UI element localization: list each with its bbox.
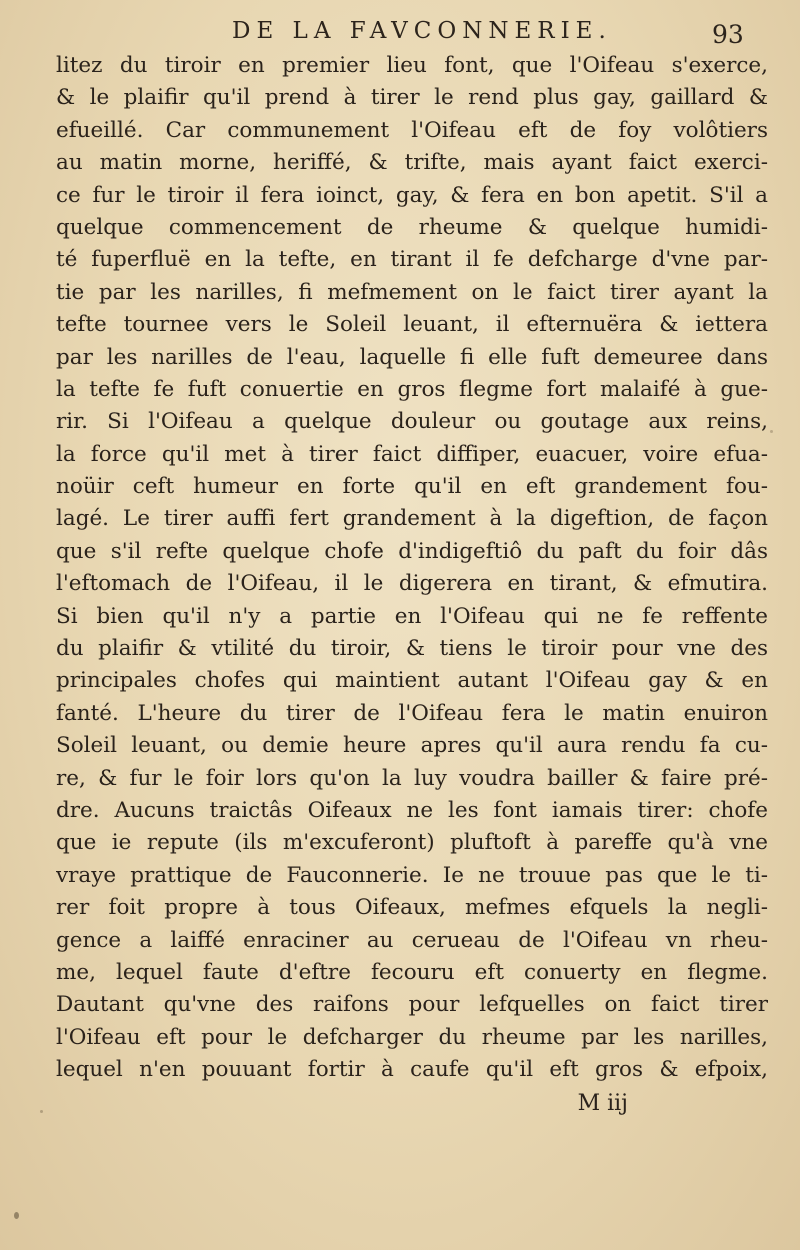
text-line: litez du tiroir en premier lieu font, que l'Oifeau s'exerce, — [56, 53, 768, 78]
text-line: l'eftomach de l'Oifeau, il le digerera en tirant, & efmutira. — [56, 571, 768, 597]
text-line: noüir ceft humeur en forte qu'il en eft grandement fou- — [56, 474, 768, 500]
text-line: principales chofes qui maintient autant l'Oifeau gay & en — [56, 668, 768, 694]
text-line: me, lequel faute d'eftre fecouru eft conuerty en flegme. — [56, 959, 768, 985]
paper-speck — [40, 1110, 43, 1113]
paper-speck — [14, 1212, 19, 1219]
text-line: dre. Aucuns traictâs Oifeaux ne les font iamais tirer: chofe — [56, 797, 768, 823]
signature-mark: M iij — [577, 1090, 628, 1116]
text-line: l'Oifeau eft pour le defcharger du rheume par les narilles, — [56, 1024, 768, 1050]
text-line: vraye prattique de Fauconnerie. Ie ne trouue pas que le ti- — [56, 862, 768, 888]
text-line: que ie repute (ils m'excuferont) pluftoft à pareffe qu'à vne — [56, 830, 768, 856]
text-line: que s'il refte quelque chofe d'indigeftiô du paft du foir dâs — [56, 538, 768, 564]
text-line: rer foit propre à tous Oifeaux, mefmes efquels la negli- — [56, 895, 768, 921]
text-line: la tefte fe fuft conuertie en gros flegme fort malaifé à gue- — [56, 376, 768, 402]
text-line: fanté. L'heure du tirer de l'Oifeau fera le matin enuiron — [56, 700, 768, 726]
text-line: tie par les narilles, fi mefmement on le faict tirer ayant la — [56, 279, 768, 305]
text-line: & le plaifir qu'il prend à tirer le rend plus gay, gaillard & — [56, 85, 768, 111]
text-line: efueillé. Car communement l'Oifeau eft de foy volôtiers — [56, 117, 768, 143]
page-number: 93 — [712, 20, 744, 49]
text-line: au matin morne, heriffé, & trifte, mais ayant faict exerci- — [56, 150, 768, 176]
paper-speck — [770, 430, 773, 433]
text-line: ce fur le tiroir il fera ioinct, gay, & fera en bon apetit. S'il a — [56, 182, 768, 208]
text-line: lagé. Le tirer auffi fert grandement à la digeftion, de façon — [56, 506, 768, 532]
text-line: Si bien qu'il n'y a partie en l'Oifeau qui ne fe reffente — [56, 603, 768, 629]
text-line: lequel n'en pouuant fortir à caufe qu'il eft gros & efpoix, — [56, 1057, 768, 1083]
text-line: du plaifir & vtilité du tiroir, & tiens le tiroir pour vne des — [56, 636, 768, 662]
text-line: Dautant qu'vne des raifons pour lefquelles on faict tirer — [56, 992, 768, 1018]
text-line: quelque commencement de rheume & quelque humidi- — [56, 214, 768, 240]
text-line: té fuperfluë en la tefte, en tirant il fe defcharge d'vne par- — [56, 247, 768, 273]
text-line: gence a laiffé enraciner au cerueau de l'Oifeau vn rheu- — [56, 927, 768, 953]
text-line: par les narilles de l'eau, laquelle fi elle fuft demeuree dans — [56, 344, 768, 370]
running-title: DE LA FAVCONNERIE. — [232, 18, 612, 44]
text-line: tefte tournee vers le Soleil leuant, il efternuëra & iettera — [56, 312, 768, 338]
running-head — [0, 14, 800, 48]
text-line: Soleil leuant, ou demie heure apres qu'il aura rendu fa cu- — [56, 733, 768, 759]
body-text — [56, 50, 768, 1121]
text-line: re, & fur le foir lors qu'on la luy voudra bailler & faire pré- — [56, 765, 768, 791]
text-line: rir. Si l'Oifeau a quelque douleur ou goutage aux reins, — [56, 409, 768, 435]
text-line: la force qu'il met à tirer faict diffiper, euacuer, voire efua- — [56, 441, 768, 467]
